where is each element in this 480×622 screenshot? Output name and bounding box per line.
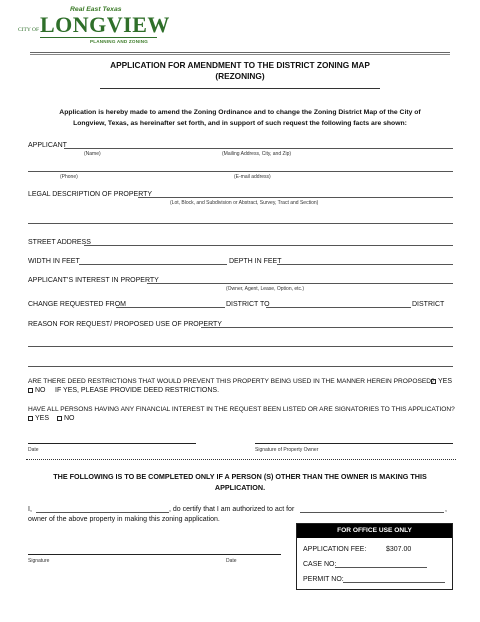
mailing-caption: (Mailing Address, City, and Zip): [222, 151, 292, 157]
reason-field[interactable]: [201, 327, 453, 328]
intro-line-2: Longview, Texas, as hereinafter set forth, and in support of such request the following facts are shown:: [73, 120, 407, 127]
financial-question: HAVE ALL PERSONS HAVING ANY FINANCIAL INTEREST IN THE REQUEST BEEN LISTED OR ARE SIGNATORIES TO THIS APPLICATION?: [28, 406, 455, 413]
agent-owner-field[interactable]: [300, 512, 444, 513]
width-field[interactable]: [79, 264, 227, 265]
agent-heading-1: THE FOLLOWING IS TO BE COMPLETED ONLY IF A PERSON (S) OTHER THAN THE OWNER IS MAKING THIS: [53, 472, 427, 481]
agent-comma: ,: [445, 506, 447, 513]
agent-signature-caption: Signature: [28, 558, 50, 564]
date-caption: Date: [28, 447, 39, 453]
depth-field[interactable]: [277, 264, 453, 265]
financial-no-checkbox[interactable]: [57, 416, 62, 421]
owner-signature-line[interactable]: [255, 443, 453, 444]
page-subtitle: (REZONING): [215, 71, 265, 81]
email-caption: (E-mail address): [234, 174, 271, 180]
change-from-label: CHANGE REQUESTED FROM: [28, 301, 127, 308]
logo-city-of: CITY OF: [18, 27, 40, 33]
name-caption: (Name): [84, 151, 101, 157]
intro-line-1: Application is hereby made to amend the Zoning Ordinance and to change the Zoning District Map of the City of: [59, 109, 421, 116]
district-to-field[interactable]: [266, 307, 411, 308]
logo-department: PLANNING AND ZONING: [90, 39, 148, 44]
header-rule: [30, 52, 450, 53]
permit-label: PERMIT NO:: [303, 576, 344, 583]
office-use-box: [296, 523, 453, 590]
street-label: STREET ADDRESS: [28, 239, 91, 246]
owner-signature-caption: Signature of Property Owner: [255, 447, 319, 453]
deed-question: ARE THERE DEED RESTRICTIONS THAT WOULD PREVENT THIS PROPERTY BEING USED IN THE MANNER HEREIN PROPOSED?: [28, 378, 435, 385]
applicant-label: APPLICANT: [28, 142, 67, 149]
interest-field[interactable]: [147, 283, 453, 284]
deed-no-checkbox[interactable]: [28, 388, 33, 393]
agent-heading-2: APPLICATION.: [214, 483, 266, 492]
district-label: DISTRICT: [412, 301, 445, 308]
reason-field-2[interactable]: [28, 346, 453, 347]
logo-name: LONGVIEW: [40, 12, 170, 37]
reason-label: REASON FOR REQUEST/ PROPOSED USE OF PROPERTY: [28, 321, 222, 328]
office-use-heading: FOR OFFICE USE ONLY: [297, 524, 452, 538]
change-from-field[interactable]: [116, 307, 225, 308]
financial-no-option[interactable]: [57, 414, 75, 423]
case-field[interactable]: [335, 567, 427, 568]
title-rule: [100, 88, 380, 89]
case-label: CASE NO:: [303, 561, 337, 568]
district-to-label: DISTRICT TO: [226, 301, 270, 308]
depth-label: DEPTH IN FEET: [229, 258, 282, 265]
fee-label: APPLICATION FEE:: [303, 546, 367, 553]
financial-no-label: NO: [64, 415, 75, 422]
deed-yes-label: YES: [438, 378, 453, 385]
agent-owner-text: owner of the above property in making this zoning application.: [28, 516, 220, 523]
reason-field-3[interactable]: [28, 366, 453, 367]
agent-i-label: I,: [28, 506, 32, 513]
legal-label: LEGAL DESCRIPTION OF PROPERTY: [28, 191, 153, 198]
logo-tagline: Real East Texas: [70, 6, 122, 13]
applicant-field[interactable]: [64, 148, 453, 149]
street-field[interactable]: [84, 245, 453, 246]
phone-email-field[interactable]: [28, 171, 453, 172]
legal-field-2[interactable]: [28, 223, 453, 224]
deed-yes-option[interactable]: [431, 377, 452, 386]
interest-label: APPLICANT’S INTEREST IN PROPERTY: [28, 277, 159, 284]
fee-value: $307.00: [386, 546, 412, 553]
header-rule-lower: [30, 54, 450, 55]
deed-note: IF YES, PLEASE PROVIDE DEED RESTRICTIONS.: [55, 387, 220, 394]
financial-yes-label: YES: [35, 415, 50, 422]
agent-name-field[interactable]: [36, 512, 169, 513]
agent-signature-line[interactable]: [28, 554, 281, 555]
city-logo: [18, 6, 168, 52]
page-title: APPLICATION FOR AMENDMENT TO THE DISTRICT ZONING MAP: [110, 60, 370, 70]
agent-certify-text: , do certify that I am authorized to act for: [169, 506, 295, 513]
deed-no-label: NO: [35, 387, 46, 394]
legal-caption: (Lot, Block, and Subdivision or Abstract, Survey, Tract and Section): [170, 200, 319, 206]
financial-yes-option[interactable]: [28, 414, 49, 423]
deed-no-option[interactable]: [28, 386, 46, 395]
legal-field[interactable]: [138, 197, 453, 198]
interest-caption: (Owner, Agent, Lease, Option, etc.): [226, 286, 305, 292]
date-line[interactable]: [28, 443, 196, 444]
logo-underline: [40, 37, 157, 38]
section-divider: [26, 459, 456, 460]
financial-yes-checkbox[interactable]: [28, 416, 33, 421]
permit-field[interactable]: [343, 582, 445, 583]
width-label: WIDTH IN FEET: [28, 258, 80, 265]
agent-date-caption: Date: [226, 558, 237, 564]
deed-yes-checkbox[interactable]: [431, 379, 436, 384]
phone-caption: (Phone): [60, 174, 78, 180]
